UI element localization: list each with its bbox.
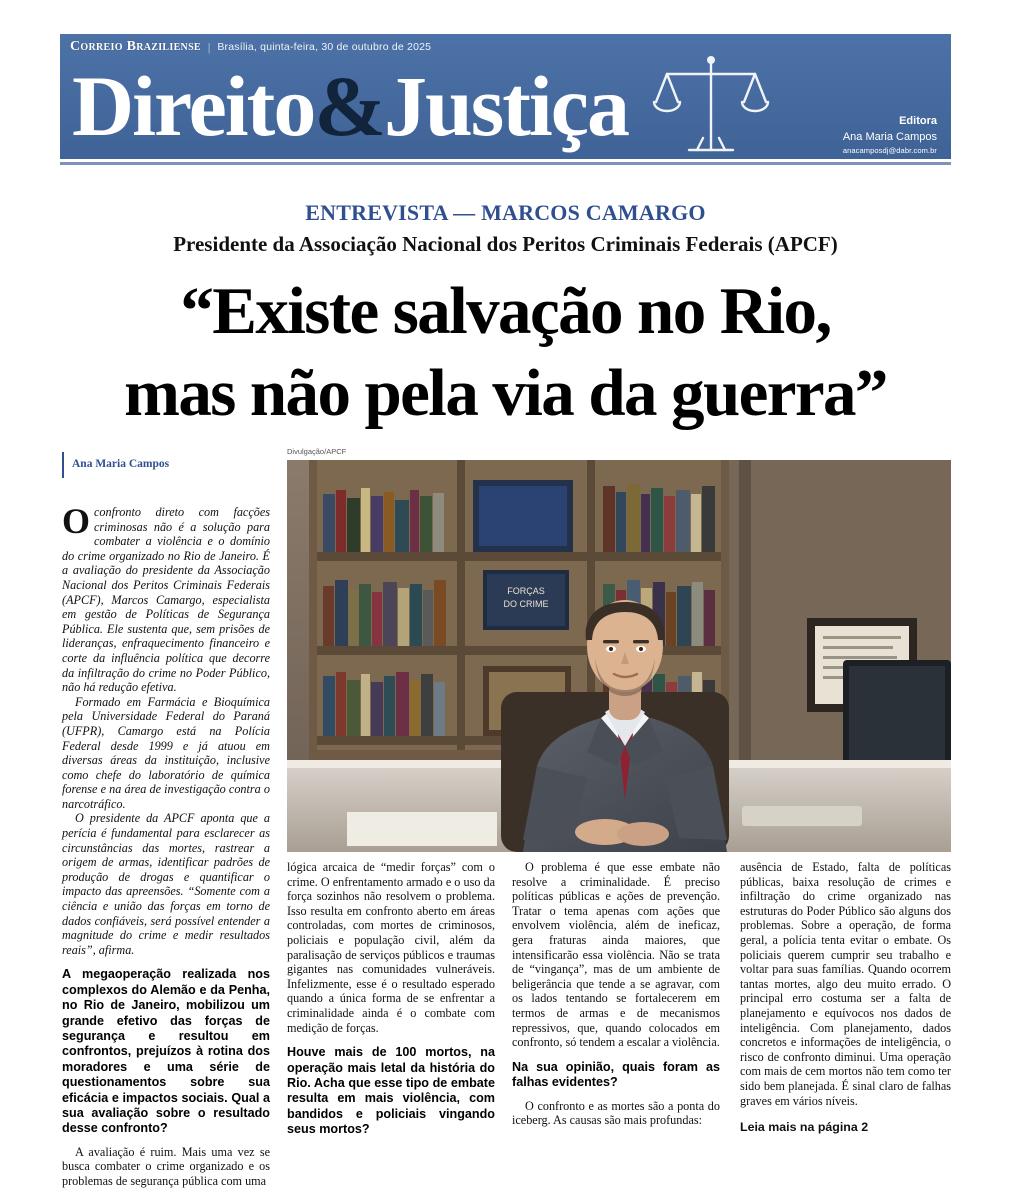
section-title — [72, 54, 628, 158]
masthead — [60, 34, 951, 159]
publication-date: Brasília, quinta-feira, 30 de outubro de 2025 — [217, 41, 432, 53]
interview-question: Na sua opinião, quais foram as falhas evidentes? — [512, 1059, 720, 1090]
text-column-4 — [740, 860, 951, 1146]
paragraph: O presidente da APCF aponta que a perícia é fundamental para esclarecer as circunstâncias das mortes, rastrear a origem de armas, identificar padrões de produção de drogas e quantificar o impacto das apreensões. “Somente com a ciência e união das forças em torno de dados confiáveis, será possível entender a magnitude do crime e medir resultados reais”, afirma. — [62, 811, 270, 957]
section-title-part1: Direito — [72, 58, 315, 154]
drop-cap: O — [62, 501, 91, 541]
read-more-link[interactable]: Leia mais na página 2 — [740, 1120, 869, 1135]
interview-answer: lógica arcaica de “medir forças” com o crime. O enfrentamento armado e o uso da força sozinhos não resolvem o problema. Isso resulta em confronto aberto em áreas controladas, com mortes de criminosos, policiais e população civil, além da paralisação de serviços públicos e traumas gigantes nas comunidades vulneráveis. Infelizmente, esse é o resultado esperado quando a única forma de se enfrentar a criminalidade ainda é o combate com medição de forças. — [287, 860, 495, 1035]
headline-line-1: “Existe salvação no Rio, — [180, 274, 831, 348]
interview-question: Houve mais de 100 mortos, na operação mais letal da história do Rio. Acha que esse tipo de embate resulta em mais violência, com bandidos e policiais vingando seus mortos? — [287, 1045, 495, 1137]
section-title-ampersand: & — [314, 58, 384, 154]
svg-text:DO CRIME: DO CRIME — [503, 599, 549, 609]
interview-answer: O problema é que esse embate não resolve a criminalidade. É preciso políticas públicas e ações de prevenção. Tratar o tema apenas com ações que envolvem violência, além de ineficaz, gera fraturas ainda maiores, que intensificarão essa violência. Não se trata de “vingança”, mas de um ambiente de beligerância que tende a se agravar, com os lados tentando se fortalecerem em termos de armas e de mecanismos repressivos, que, quando colocados em confronto, só tendem a escalar a violência. — [512, 860, 720, 1050]
scales-of-justice-icon — [651, 50, 771, 162]
masthead-separator: | — [207, 39, 211, 54]
editor-name: Ana Maria Campos — [842, 130, 937, 143]
section-title-part2: Justiça — [383, 58, 628, 154]
text-column-1 — [62, 501, 270, 1189]
article-byline: Ana Maria Campos — [72, 458, 170, 470]
lead-paragraph-text: confronto direto com facções criminosas não é a solução para combater a violência e o domínio do crime organizado no Rio de Janeiro. É a avaliação do presidente da Associação Nacional dos Peritos Criminais Federais (APCF), Marcos Camargo, especialista em gestão de Políticas de Segurança Pública. Ele sustenta que, sem prisões de lideranças, enfraquecimento financeiro e corte da influência política que decorre da infiltração do crime no Poder Público, não há redução efetiva. — [62, 505, 270, 695]
interview-answer: ausência de Estado, falta de políticas públicas, baixa resolução de crimes e infiltração do crime organizado nas estruturas do Poder Público são alguns dos problemas. Sobre a operação, de forma geral, a polícia tenta evitar o embate. Os policiais querem cumprir seu trabalho e voltar para suas famílias. Quando ocorrem tantas mortes, algo deu muito errado. O principal erro costuma ser a falta de planejamento e equívocos nos dados de inteligência. Com planejamento, dados concretos e informações de inteligência, o risco de confronto diminui. Uma operação com mais de cem mortos não tem como ter sido bem planejada. É sinal claro de falhas graves em vários níveis. — [740, 860, 951, 1108]
paragraph: Formado em Farmácia e Bioquímica pela Universidade Federal do Paraná (UFPR), Camargo está na Polícia Federal desde 1999 e já atuou em diversas áreas da instituição, inclusive como chefe do laboratório de química forense e na área de investigação contra o narcotráfico. — [62, 694, 270, 811]
article-headline — [40, 270, 971, 434]
interview-question: A megaoperação realizada nos complexos do Alemão e da Penha, no Rio de Janeiro, mobilizou um grande efetivo das forças de segurança e resultou em confrontos, prejuízos à rotina dos moradores e uma série de questionamentos sobre sua eficácia e impactos sociais. Qual a sua avaliação sobre o resultado desse confronto? — [62, 967, 270, 1136]
interview-answer: A avaliação é ruim. Mais uma vez se busca combater o crime organizado e os problemas de segurança pública com uma — [62, 1144, 270, 1189]
article-kicker: ENTREVISTA — MARCOS CAMARGO — [305, 200, 706, 225]
newspaper-brand: Correio Braziliense — [70, 39, 201, 54]
lead-paragraph — [62, 501, 270, 695]
article-subkicker: Presidente da Associação Nacional dos Peritos Criminais Federais (APCF) — [173, 232, 838, 256]
byline-rule — [62, 452, 64, 478]
text-column-3 — [512, 860, 720, 1128]
editor-email[interactable]: anacamposdj@dabr.com.br — [842, 145, 937, 155]
article-photo — [287, 460, 951, 852]
text-column-2 — [287, 860, 495, 1146]
masthead-divider — [60, 162, 951, 165]
editor-label: Editora — [899, 115, 937, 127]
interview-answer: O confronto e as mortes são a ponta do iceberg. As causas são mais profundas: — [512, 1098, 720, 1128]
svg-text:FORÇAS: FORÇAS — [507, 586, 545, 596]
photo-credit: Divulgação/APCF — [287, 447, 347, 456]
headline-line-2: mas não pela via da guerra” — [124, 356, 887, 430]
